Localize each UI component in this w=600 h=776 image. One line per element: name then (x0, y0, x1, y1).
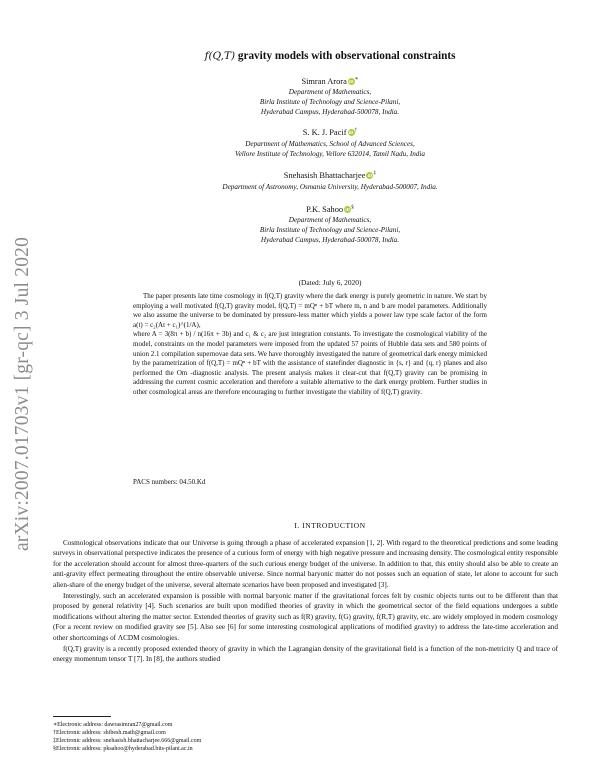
footnote-email[interactable]: ‡Electronic address: snehasish.bhattacharjee.666@gmail.com (53, 738, 202, 744)
author-name-text: Snehasish Bhattacharjee (283, 171, 366, 180)
author-name (80, 204, 580, 214)
author-affiliation (80, 215, 580, 246)
abstract (133, 292, 487, 398)
affiliation-line: Department of Astronomy, Osmania University, Hyderabad-500007, India. (222, 183, 438, 191)
author-name-text: Simran Arora (301, 77, 347, 86)
author-affiliation (80, 87, 580, 118)
author-mark: † (354, 127, 358, 133)
author-mark: ∗ (354, 76, 359, 82)
body-paragraph: Interestingly, such an accelerated expansion is possible with normal baryonic matter if the gravitational forces felt by cosmic objects turns out to be different than that proposed by general relativity [4]. Such scenarios are built upon modified theories of gravity in which the geometrical sector of the field equations undergoes a subtle modifications without altering the matter sector. Extended theories of gravity such as f(R) gravity, f(G) gravity, f(R,T) gravity, etc. are widely employed in modern cosmology (For a recent review on modified gravity see [5]. Also see [6] for some interesting cosmological applications of modified gravity) to address the late-time acceleration and other shortcomings of ΛCDM cosmologies. (53, 592, 558, 642)
author-affiliation (80, 182, 580, 192)
arxiv-stamp-text: arXiv:2007.01703v1 [gr-qc] 3 Jul 2020 (12, 236, 33, 552)
author-name-text: P.K. Sahoo (306, 205, 344, 214)
title-text: gravity models with observational constraints (237, 50, 456, 62)
affiliation-line: Department of Mathematics, (288, 216, 372, 224)
paper-title (80, 50, 580, 62)
orcid-icon[interactable]: iD (345, 207, 350, 212)
arxiv-stamp (7, 228, 39, 560)
footnote-email[interactable]: †Electronic address: shibesh.math@gmail.com (53, 730, 166, 736)
affiliation-line: Hyderabad Campus, Hyderabad-500078, India. (260, 108, 400, 117)
author-name (80, 127, 580, 137)
orcid-icon[interactable]: iD (349, 79, 354, 84)
orcid-icon[interactable]: iD (367, 173, 373, 178)
title-math: f(Q,T) (204, 50, 236, 62)
footnotes (53, 721, 201, 753)
section-heading: I. INTRODUCTION (294, 521, 366, 530)
body-text (53, 538, 558, 666)
affiliation-line: Department of Mathematics, (288, 88, 372, 96)
affiliation-line: Birla Institute of Technology and Science-Pilani, (259, 98, 401, 107)
footnote-email[interactable]: ∗Electronic address: dawrasimran27@gmail.com (53, 722, 173, 728)
affiliation-line: Hyderabad Campus, Hyderabad-500078, India. (260, 236, 400, 245)
author-name (80, 76, 580, 86)
author-mark: ‡ (373, 170, 377, 176)
body-paragraph: f(Q,T) gravity is a recently proposed extended theory of gravity in which the Lagrangian density of the gravitational field is a function of the non-metricity Q and trace of energy momentum tensor T [7]. In [8], the authors studied (53, 645, 558, 664)
author-mark: § (351, 204, 354, 210)
abstract-paragraph: The paper presents late time cosmology in f(Q,T) gravity where the dark energy is purely geometric in nature. We start by employing a well motivated f(Q,T) gravity model, f(Q,T) = mQⁿ + bT where m, n and b are model parameters. Additionally we also assume the universe to be dominated by pressure-less matter which yields a power law type scale factor of the form a(t) = c₂(At + c₁)^(1/A), (133, 292, 487, 329)
affiliation-line: Vellore Institute of Technology, Vellore 632014, Tamil Nadu, India (235, 150, 425, 159)
author-affiliation (80, 139, 580, 159)
body-paragraph: Cosmological observations indicate that our Universe is going through a phase of accelerated expansion [1, 2]. With regard to the theoretical predictions and some leading surveys in observational perspective indicates the presence of a curious form of energy with high negative pressure and increasing density. The cosmological entity responsible for the acceleration should account for almost three-quarters of the such curious energy budget of the universe. In addition to that, this entity should also be able to create an anti-gravity effect permeating throughout the entire observable universe. Since normal baryonic matter do not posses such an equation of state, let alone to account for such alien-share of the energy budget of the universe, several alternate scenarios have been proposed and investigated [3]. (53, 539, 558, 589)
author-name-text: S. K. J. Pacif (302, 128, 347, 137)
affiliation-line: Birla Institute of Technology and Science-Pilani, (259, 226, 401, 235)
footnote-email[interactable]: §Electronic address: pksahoo@hyderabad.bits-pilani.ac.in (53, 746, 193, 752)
orcid-icon[interactable]: iD (348, 130, 354, 135)
dated-line: (Dated: July 6, 2020) (298, 278, 362, 287)
abstract-paragraph: where A = 3(8π + b) / n(16π + 3b) and c₁ & c₂ are just integration constants. To investigate the cosmological viability of the model, constraints on the model parameters were imposed from the updated 57 points of Hubble data sets and 580 points of union 2.1 compilation supernovae data sets. We have thoroughly investigated the nature of geometrical dark energy mimicked by the parametrization of f(Q,T) = mQⁿ + bT with the assistance of statefinder diagnostic in {s, r} and {q, r} planes and also performed the Om -diagnostic analysis. The present analysis makes it clear-cut that f(Q,T) gravity can be promising in addressing the current cosmic acceleration and therefore a suitable alternative to the dark energy problem. Further studies in other cosmological areas are therefore encouraging to further investigate the viability of f(Q,T) gravity. (133, 330, 487, 396)
author-name (80, 170, 580, 180)
affiliation-line: Department of Mathematics, School of Advanced Sciences, (245, 140, 415, 148)
footnote-divider (53, 716, 111, 717)
pacs-numbers: PACS numbers: 04.50.Kd (133, 478, 206, 486)
